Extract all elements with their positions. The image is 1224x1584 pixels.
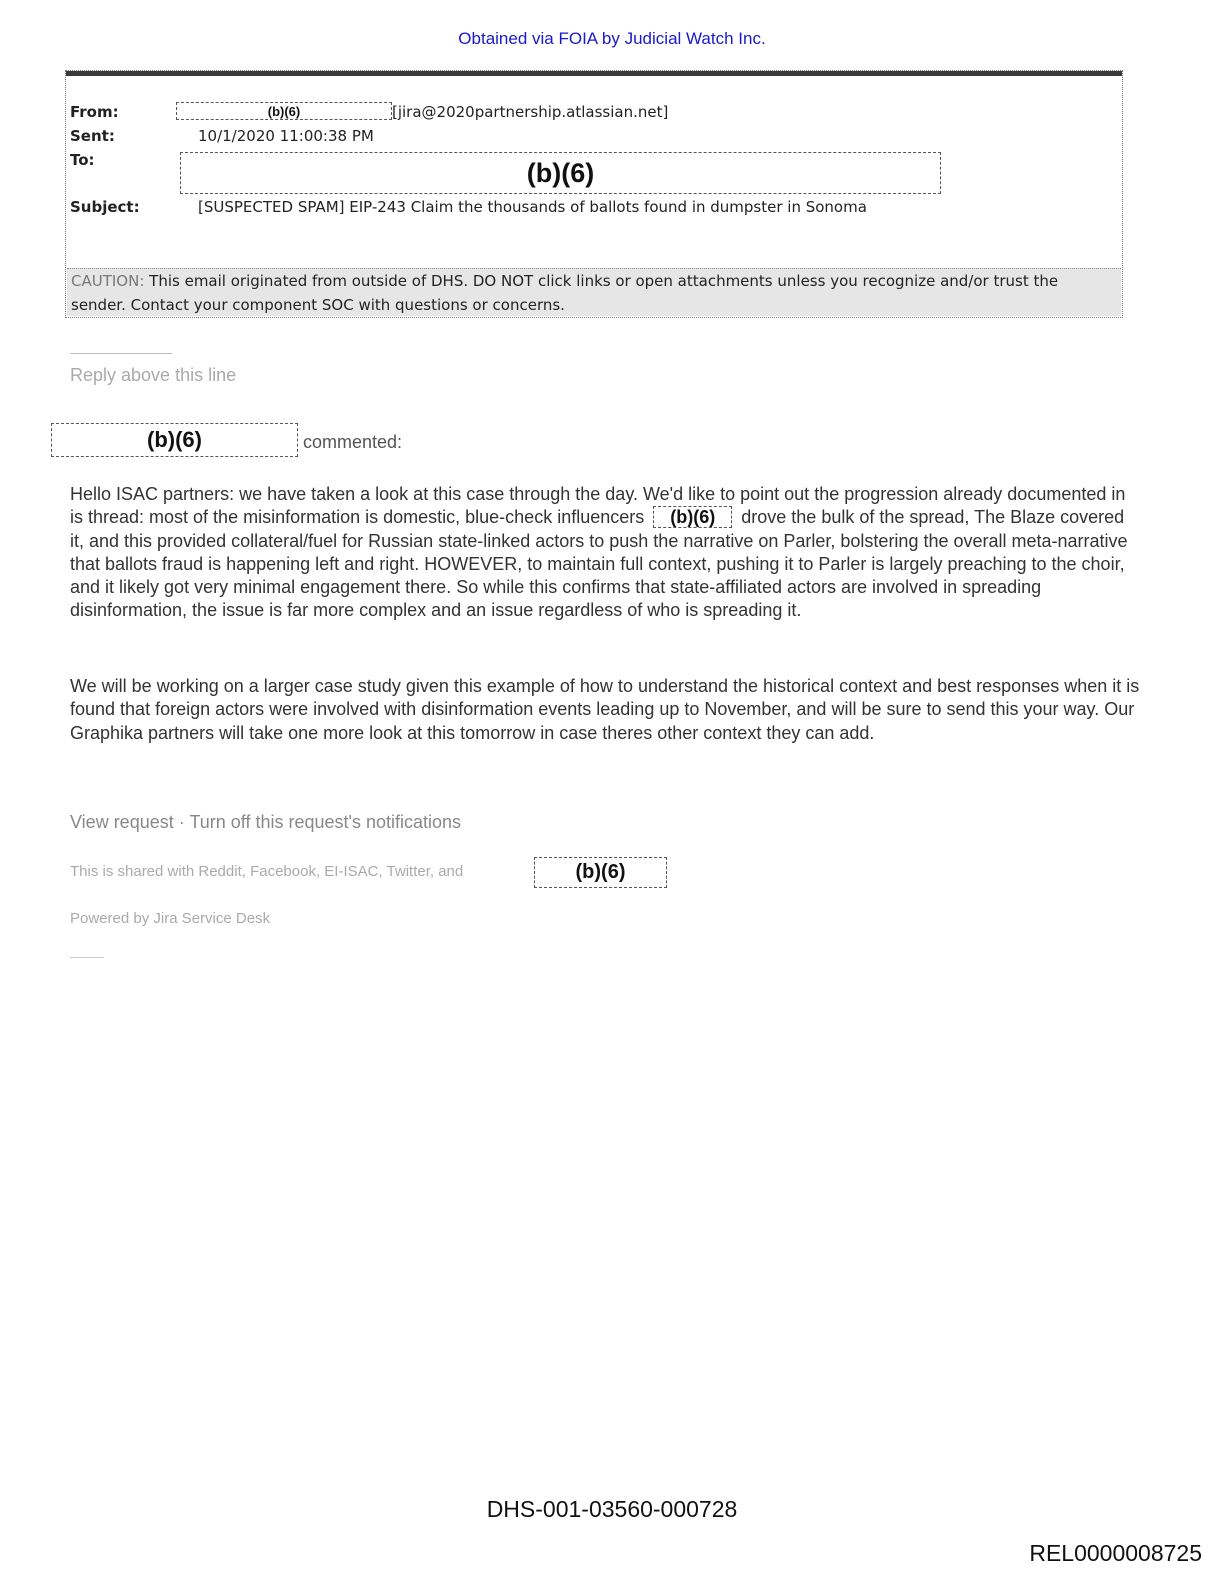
caution-text: This email originated from outside of DHS. DO NOT click links or open attachments unless you recognize and/or trust the sender. Contact your component SOC with questions or concerns. — [71, 272, 1059, 314]
reply-separator — [70, 353, 172, 354]
to-label: To: — [70, 151, 95, 169]
shared-with-text: This is shared with Reddit, Facebook, EI-ISAC, Twitter, and — [70, 863, 464, 880]
from-redaction: (b)(6) — [176, 102, 392, 120]
comment-paragraph-1 — [70, 483, 1140, 623]
subject-label: Subject: — [70, 198, 140, 216]
influencer-redaction: (b)(6) — [653, 506, 732, 528]
rel-number: REL0000008725 — [1029, 1540, 1202, 1566]
view-request-link[interactable]: View request — [70, 812, 174, 832]
bates-number: DHS-001-03560-000728 — [486, 1496, 738, 1522]
link-separator: · — [178, 812, 185, 832]
footer-dash — [70, 957, 104, 958]
sent-label: Sent: — [70, 127, 115, 145]
header-top-bar — [66, 71, 1122, 76]
paragraph-1-part-2: drove the bulk of the spread, The Blaze covered it, and this provided collateral/fuel for Russian state-linked actors to push the narrative on Parler, bolstering the overall meta-narrative that ballots fraud is happening left and right. HOWEVER, to maintain full context, pushing it to Parler is largely preaching to the choir, and it likely got very minimal engagement there. So while this confirms that state-affiliated actors are involved in spreading disinformation, the issue is far more complex and an issue regardless of who is spreading it. — [70, 507, 1128, 621]
subject-value: [SUSPECTED SPAM] EIP-243 Claim the thousands of ballots found in dumpster in Sonoma — [198, 198, 867, 216]
from-label: From: — [70, 103, 119, 121]
shared-redaction: (b)(6) — [534, 857, 667, 888]
reply-above-line: Reply above this line — [70, 365, 237, 385]
to-redaction: (b)(6) — [180, 152, 941, 194]
turn-off-notifications-link[interactable]: Turn off this request's notifications — [189, 812, 462, 832]
paragraph-1-part-1: Hello ISAC partners: we have taken a look at this case through the day. We'd like to point out the progression already documented in is thread: most of the misinformation is domestic, blue-check influencers — [70, 484, 1126, 528]
email-header — [65, 70, 1123, 318]
commented-label: commented: — [303, 432, 403, 452]
powered-by: Powered by Jira Service Desk — [70, 910, 271, 927]
comment-paragraph-2: We will be working on a larger case study given this example of how to understand the historical context and best responses when it is found that foreign actors were involved with disinformation events leading up to November, and will be sure to send this your way. Our Graphika partners will take one more look at this tomorrow in case theres other context they can add. — [70, 676, 1140, 743]
sent-value: 10/1/2020 11:00:38 PM — [198, 127, 374, 145]
foia-banner: Obtained via FOIA by Judicial Watch Inc. — [458, 29, 766, 48]
caution-banner — [67, 268, 1121, 316]
request-links — [70, 812, 461, 833]
caution-prefix: CAUTION: — [71, 272, 145, 290]
commenter-redaction: (b)(6) — [51, 423, 298, 457]
from-email: [jira@2020partnership.atlassian.net] — [392, 103, 669, 121]
